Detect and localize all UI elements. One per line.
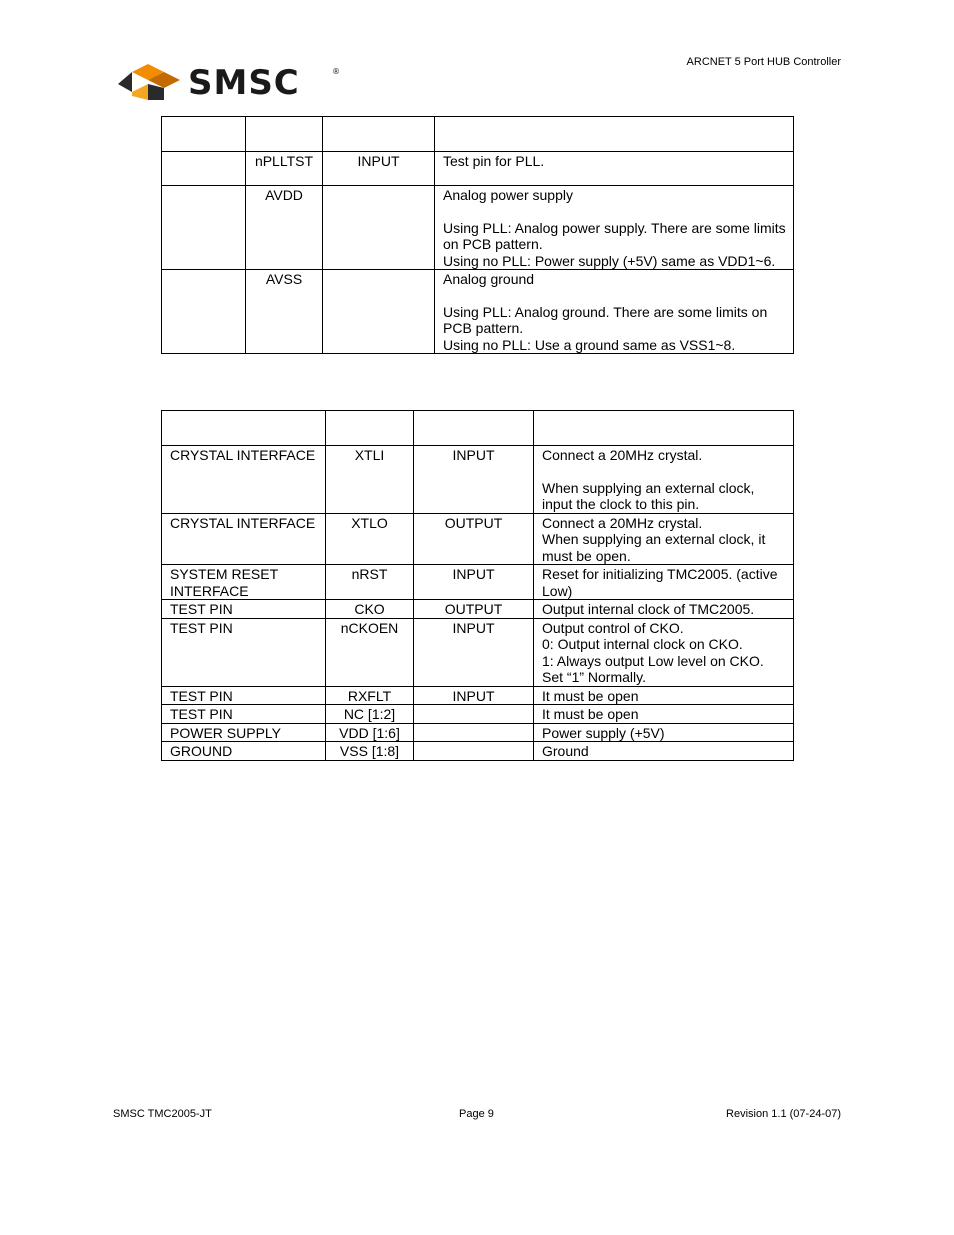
blank-cell xyxy=(162,152,246,186)
signal-group-cell: TEST PIN xyxy=(162,600,326,619)
description-line: Set “1” Normally. xyxy=(542,669,646,685)
signal-name-cell: NC [1:2] xyxy=(326,705,414,724)
table-header-row xyxy=(162,411,794,446)
description-line: Using no PLL: Power supply (+5V) same as VDD1~6. xyxy=(443,252,776,269)
signal-type-cell: INPUT xyxy=(414,618,534,686)
description-line: Output internal clock of TMC2005. xyxy=(542,601,755,617)
table-row xyxy=(162,446,794,514)
table-row xyxy=(162,565,794,600)
table-row xyxy=(162,686,794,705)
signal-name-cell: AVDD xyxy=(246,186,323,270)
table-row xyxy=(162,270,794,354)
table-row xyxy=(162,513,794,565)
table-row xyxy=(162,723,794,742)
signal-type-cell: OUTPUT xyxy=(414,513,534,565)
description-line: 1: Always output Low level on CKO. xyxy=(542,652,764,669)
logo-wordmark: SMSC xyxy=(188,63,300,102)
table-header-row xyxy=(162,117,794,152)
signal-type-cell xyxy=(323,186,435,270)
signal-type-cell xyxy=(323,270,435,354)
paragraph-gap xyxy=(542,464,787,480)
signal-group-cell: TEST PIN xyxy=(162,705,326,724)
description-line: Using PLL: Analog ground. There are some limits on PCB pattern. xyxy=(443,303,768,336)
table-row xyxy=(162,600,794,619)
description-line: Using PLL: Analog power supply. There are some limits on PCB pattern. xyxy=(443,219,786,252)
signal-name-cell: VDD [1:6] xyxy=(326,723,414,742)
signal-name-cell: nPLLTST xyxy=(246,152,323,186)
signal-name-cell: XTLI xyxy=(326,446,414,514)
table-row xyxy=(162,186,794,270)
description-line: Output control of CKO. xyxy=(542,619,684,636)
table-row xyxy=(162,705,794,724)
description-cell xyxy=(534,618,794,686)
description-line: Connect a 20MHz crystal. xyxy=(542,514,703,531)
description-line: Reset for initializing TMC2005. (active Low) xyxy=(542,566,778,599)
signal-type-cell: INPUT xyxy=(414,686,534,705)
signal-type-cell xyxy=(414,705,534,724)
description-line: It must be open xyxy=(542,706,639,722)
signal-group-cell: TEST PIN xyxy=(162,618,326,686)
document-title: ARCNET 5 Port HUB Controller xyxy=(686,56,841,68)
pin-table-2 xyxy=(161,410,794,761)
signal-type-cell: INPUT xyxy=(323,152,435,186)
description-cell xyxy=(534,600,794,619)
description-line: When supplying an external clock, it must be open. xyxy=(542,531,766,564)
footer-page-number: Page 9 xyxy=(459,1108,494,1120)
description-cell xyxy=(534,705,794,724)
description-line: It must be open xyxy=(542,687,639,704)
description-cell xyxy=(435,152,794,186)
signal-type-cell xyxy=(414,742,534,761)
description-line: Power supply (+5V) xyxy=(542,724,665,741)
description-cell xyxy=(435,186,794,270)
description-line: Analog power supply xyxy=(443,187,573,203)
description-line: Using no PLL: Use a ground same as VSS1~8. xyxy=(443,336,736,353)
description-line: Test pin for PLL. xyxy=(443,153,545,169)
signal-group-cell: SYSTEM RESET INTERFACE xyxy=(162,565,326,600)
description-cell xyxy=(534,686,794,705)
blank-cell xyxy=(162,186,246,270)
signal-name-cell: XTLO xyxy=(326,513,414,565)
description-line: 0: Output internal clock on CKO. xyxy=(542,636,743,652)
signal-type-cell: OUTPUT xyxy=(414,600,534,619)
smsc-logo xyxy=(118,62,343,102)
signal-group-cell: POWER SUPPLY xyxy=(162,723,326,742)
footer-doc-id: SMSC TMC2005-JT xyxy=(113,1108,212,1120)
signal-group-cell: TEST PIN xyxy=(162,686,326,705)
signal-name-cell: nRST xyxy=(326,565,414,600)
signal-name-cell: VSS [1:8] xyxy=(326,742,414,761)
signal-type-cell: INPUT xyxy=(414,565,534,600)
signal-name-cell: AVSS xyxy=(246,270,323,354)
signal-group-cell: GROUND xyxy=(162,742,326,761)
signal-group-cell: CRYSTAL INTERFACE xyxy=(162,513,326,565)
signal-type-cell: INPUT xyxy=(414,446,534,514)
description-line: Connect a 20MHz crystal. xyxy=(542,447,703,463)
table-row xyxy=(162,152,794,186)
registered-mark: ® xyxy=(332,67,340,76)
blank-cell xyxy=(162,270,246,354)
signal-group-cell: CRYSTAL INTERFACE xyxy=(162,446,326,514)
description-cell xyxy=(534,446,794,514)
description-cell xyxy=(534,742,794,761)
pin-table-1 xyxy=(161,116,794,354)
description-line: When supplying an external clock, input the clock to this pin. xyxy=(542,479,755,512)
signal-name-cell: RXFLT xyxy=(326,686,414,705)
table-row xyxy=(162,742,794,761)
signal-name-cell: CKO xyxy=(326,600,414,619)
description-cell xyxy=(534,723,794,742)
signal-type-cell xyxy=(414,723,534,742)
description-cell xyxy=(534,565,794,600)
paragraph-gap xyxy=(443,288,787,304)
paragraph-gap xyxy=(443,204,787,220)
table-row xyxy=(162,618,794,686)
description-cell xyxy=(534,513,794,565)
signal-name-cell: nCKOEN xyxy=(326,618,414,686)
description-cell xyxy=(435,270,794,354)
description-line: Ground xyxy=(542,743,589,759)
description-line: Analog ground xyxy=(443,271,535,287)
footer-revision: Revision 1.1 (07-24-07) xyxy=(726,1108,841,1120)
